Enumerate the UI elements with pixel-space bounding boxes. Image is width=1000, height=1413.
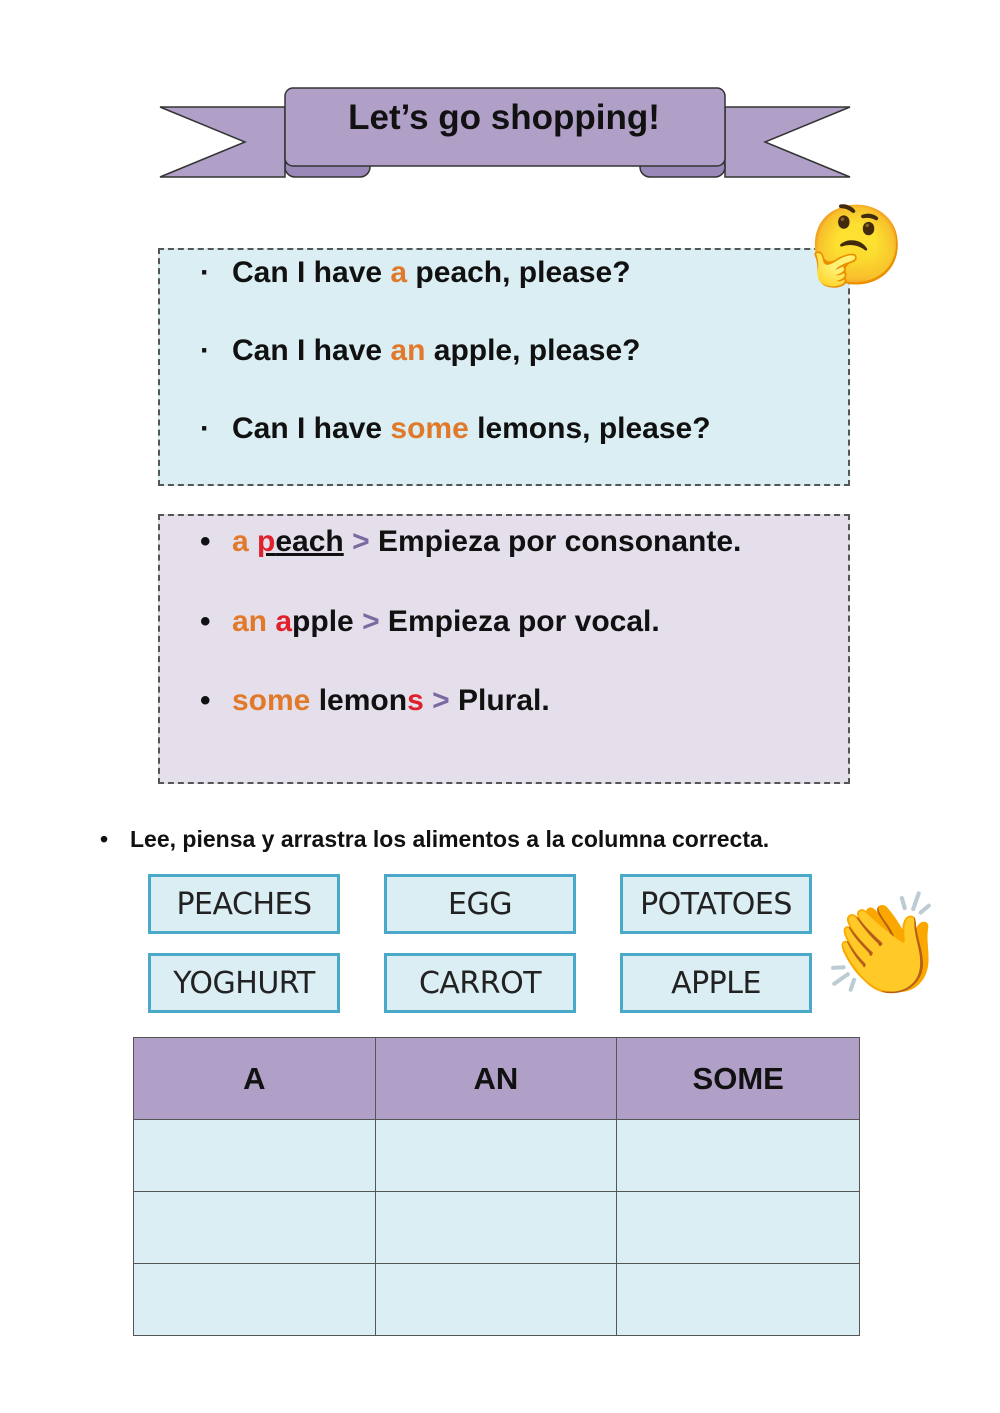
- drop-cell[interactable]: [134, 1192, 376, 1264]
- question-3: · Can I have some lemons, please?: [200, 412, 711, 445]
- drop-cell[interactable]: [134, 1120, 376, 1192]
- drop-cell[interactable]: [375, 1192, 617, 1264]
- column-header-an: AN: [375, 1038, 617, 1120]
- clapping-hands-icon: 👏: [822, 890, 947, 1002]
- drag-tile-peaches[interactable]: PEACHES: [148, 874, 340, 934]
- drop-cell[interactable]: [617, 1264, 860, 1336]
- instruction: • Lee, piensa y arrastra los alimentos a la columna correcta.: [100, 826, 770, 852]
- rule-2: • an apple > Empieza por vocal.: [200, 605, 660, 638]
- column-header-a: A: [134, 1038, 376, 1120]
- column-header-some: SOME: [617, 1038, 860, 1120]
- drop-cell[interactable]: [375, 1120, 617, 1192]
- drag-tile-potatoes[interactable]: POTATOES: [620, 874, 812, 934]
- drop-cell[interactable]: [375, 1264, 617, 1336]
- drop-cell[interactable]: [617, 1120, 860, 1192]
- question-1: · Can I have a peach, please?: [200, 256, 631, 289]
- answer-table: [133, 1037, 860, 1336]
- rule-3: • some lemons > Plural.: [200, 684, 550, 717]
- drop-cell[interactable]: [134, 1264, 376, 1336]
- rule-1: • a peach > Empieza por consonante.: [200, 525, 742, 558]
- page-title: Let’s go shopping!: [348, 98, 660, 137]
- drag-tile-apple[interactable]: APPLE: [620, 953, 812, 1013]
- drop-cell[interactable]: [617, 1192, 860, 1264]
- drag-tile-yoghurt[interactable]: YOGHURT: [148, 953, 340, 1013]
- drag-tile-carrot[interactable]: CARROT: [384, 953, 576, 1013]
- question-2: · Can I have an apple, please?: [200, 334, 641, 367]
- thinking-face-icon: 🤔: [808, 201, 906, 289]
- drag-tile-egg[interactable]: EGG: [384, 874, 576, 934]
